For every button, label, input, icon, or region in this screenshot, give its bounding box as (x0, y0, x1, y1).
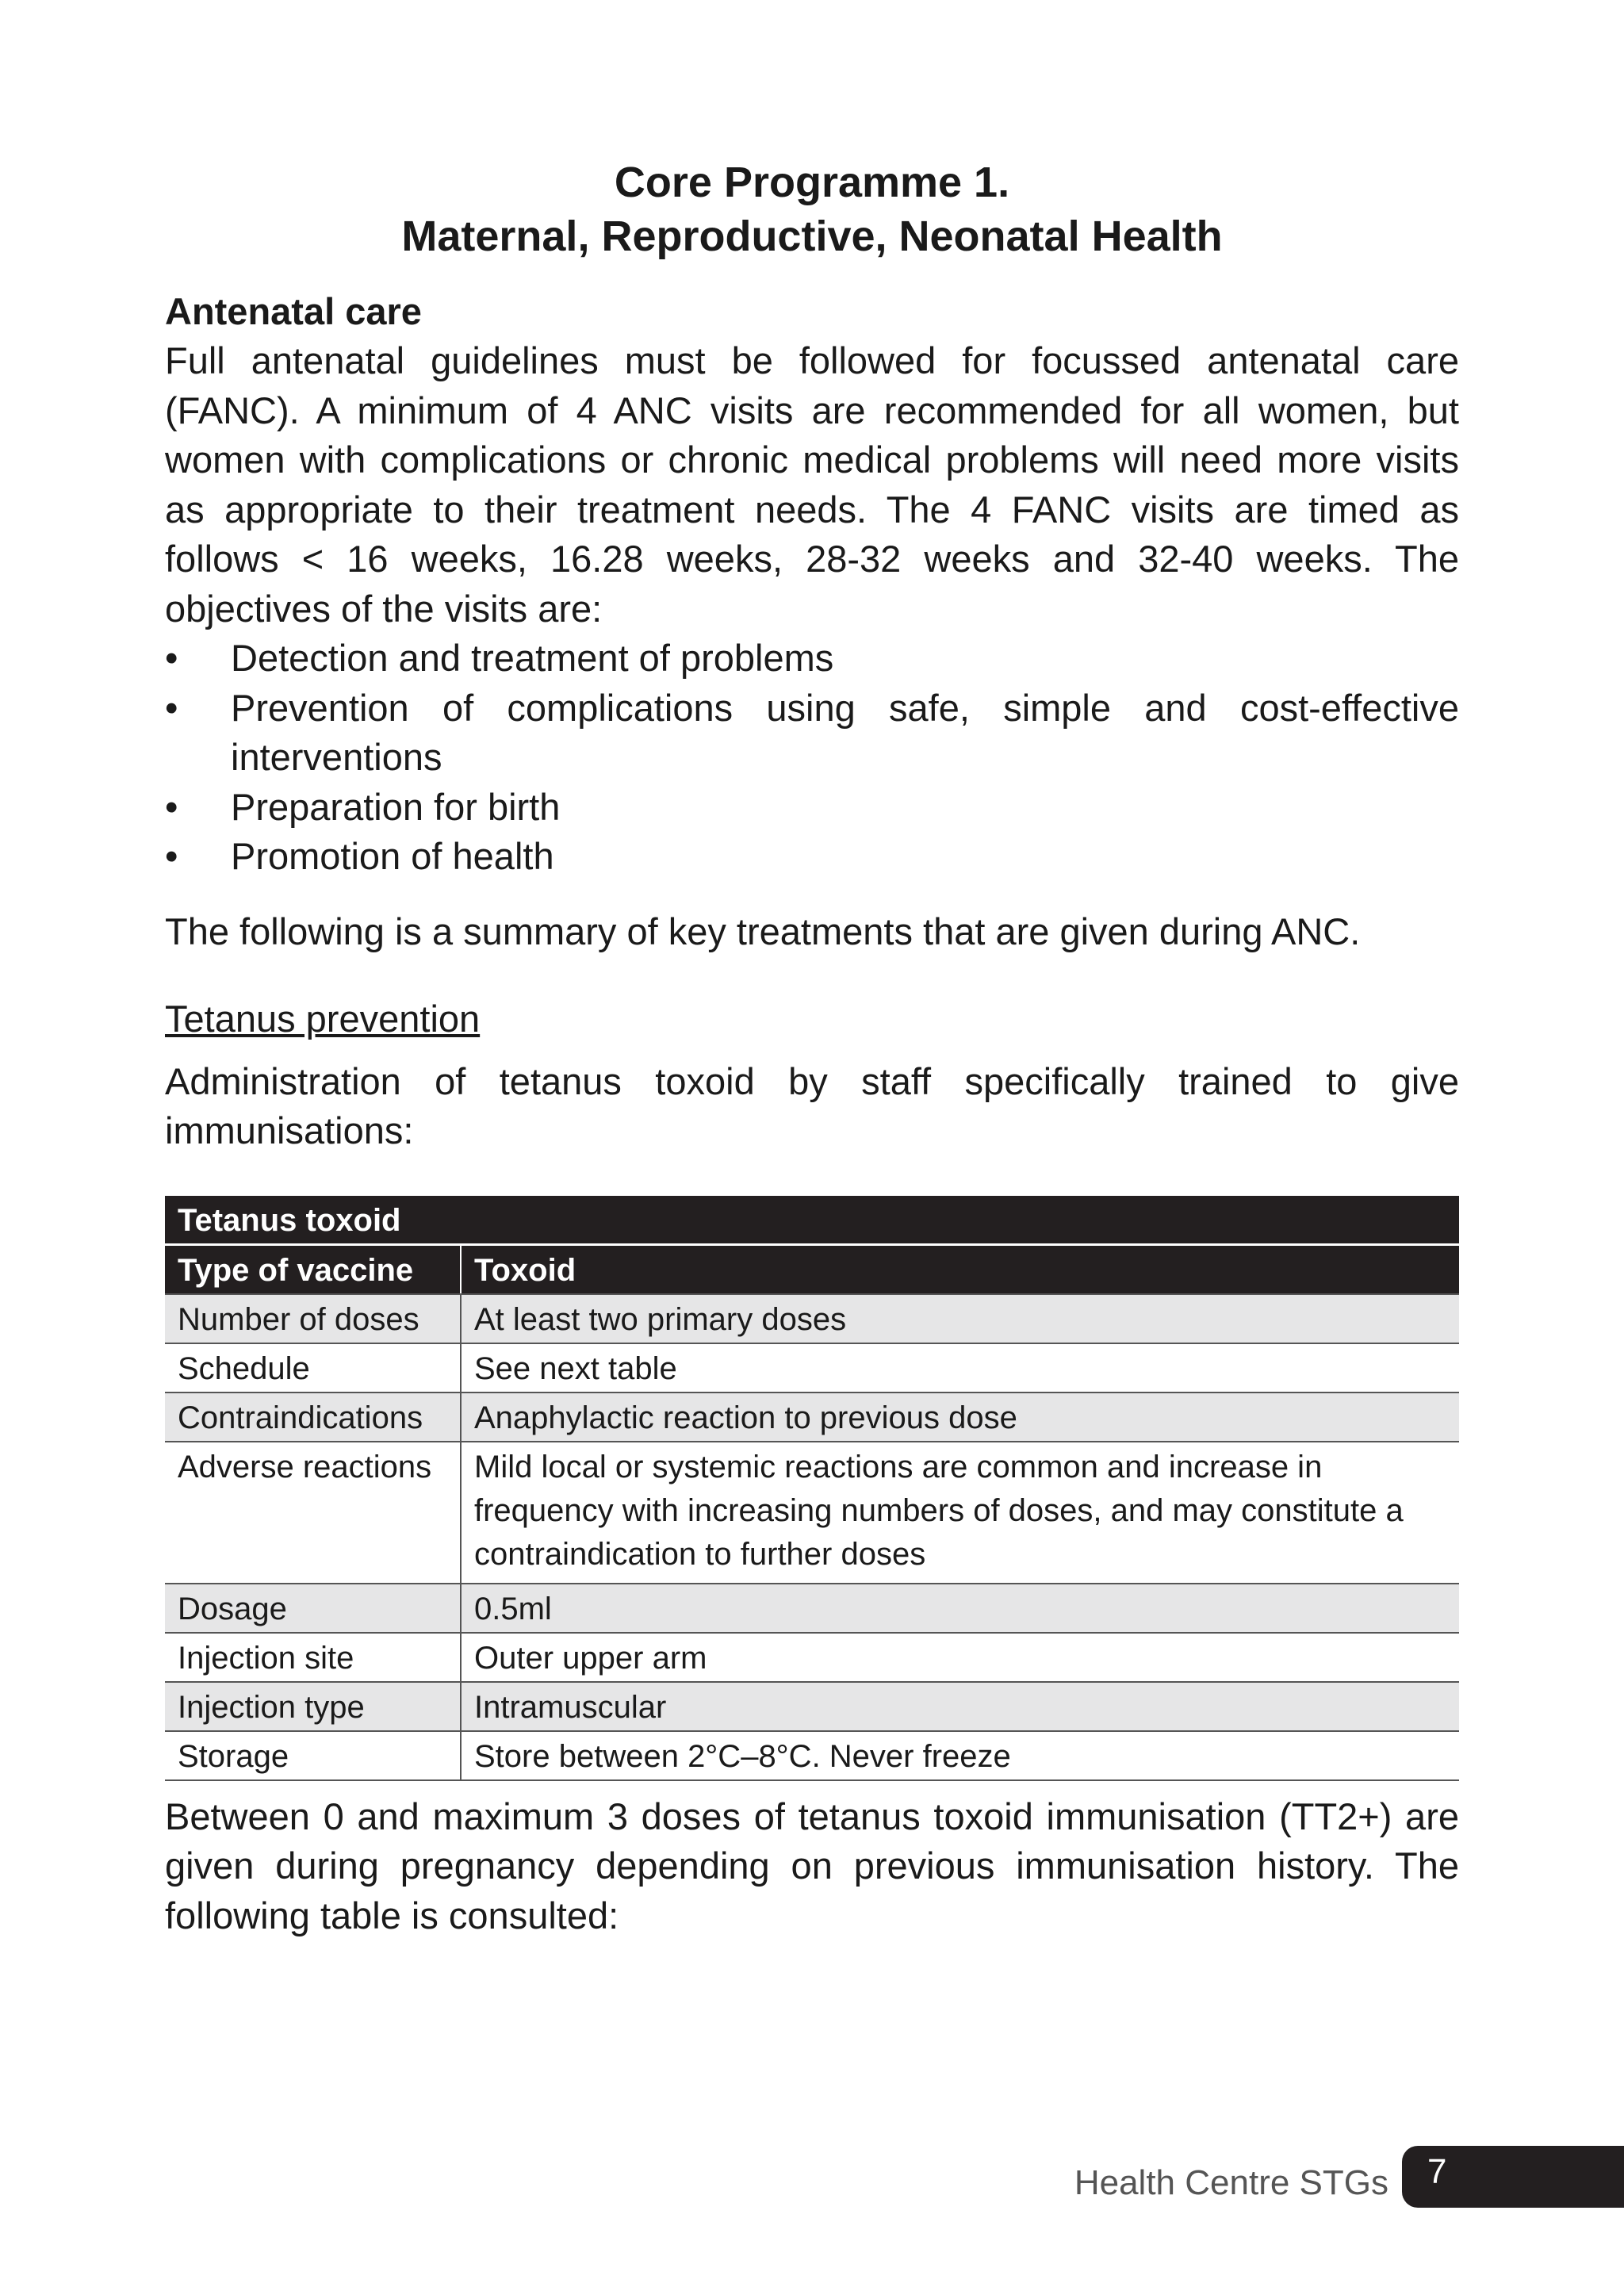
row-label: Injection type (165, 1682, 461, 1731)
table-row (165, 1584, 1459, 1633)
table-header-cell: Type of vaccine (165, 1244, 461, 1294)
bullet-icon: • (165, 637, 178, 679)
footer-label: Health Centre STGs (1074, 2163, 1388, 2202)
row-value: See next table (461, 1343, 1459, 1393)
table-row (165, 1343, 1459, 1393)
objective-text: Detection and treatment of problems (231, 637, 834, 679)
table-title-row (165, 1196, 1459, 1245)
objectives-list (165, 634, 1459, 882)
page-title (0, 155, 1624, 263)
objective-text: Preparation for birth (231, 785, 561, 828)
page-title-line2: Maternal, Reproductive, Neonatal Health (401, 213, 1223, 260)
table-row (165, 1731, 1459, 1780)
page-number: 7 (1427, 2152, 1447, 2191)
list-item (165, 783, 1459, 833)
table-row (165, 1294, 1459, 1343)
antenatal-heading: Antenatal care (165, 290, 422, 332)
list-item (165, 684, 1459, 783)
table-header-cell: Toxoid (461, 1244, 1459, 1294)
table-row (165, 1442, 1459, 1584)
table-title: Tetanus toxoid (165, 1196, 1459, 1245)
after-table-text: Between 0 and maximum 3 doses of tetanus toxoid immunisation (TT2+) are given during pregnancy depending on previous immunisation history. The following table is consulted: (165, 1795, 1459, 1936)
page-title-line1: Core Programme 1. (614, 159, 1010, 206)
row-value: Store between 2°C–8°C. Never freeze (461, 1731, 1459, 1780)
main-content (165, 287, 1459, 1940)
row-value: Intramuscular (461, 1682, 1459, 1731)
row-label: Injection site (165, 1633, 461, 1682)
list-item (165, 832, 1459, 882)
tetanus-subheading: Tetanus prevention (165, 998, 481, 1040)
bullet-icon: • (165, 785, 178, 828)
objective-text: Promotion of health (231, 835, 554, 877)
bullet-icon: • (165, 686, 178, 729)
row-label: Schedule (165, 1343, 461, 1393)
tetanus-intro: Administration of tetanus toxoid by staff specifically trained to give immunisations: (165, 1059, 1459, 1151)
antenatal-intro: Full antenatal guidelines must be followed for focussed antenatal care (FANC). A minimum of 4 ANC visits are recommended for all women, but women with complications or chronic medical problems will need more visits as appropriate to their treatment needs. The 4 FANC visits are timed as follows < 16 weeks, 16.28 weeks, 28-32 weeks and 32-40 weeks. The objectives of the visits are: (165, 339, 1459, 630)
objective-text: Prevention of complications using safe, simple and cost-effective interventions (231, 686, 1459, 778)
row-label: Dosage (165, 1584, 461, 1633)
row-value: 0.5ml (461, 1584, 1459, 1633)
table-header-row (165, 1244, 1459, 1294)
row-label: Storage (165, 1731, 461, 1780)
row-value: Anaphylactic reaction to previous dose (461, 1393, 1459, 1442)
table-row (165, 1633, 1459, 1682)
table-row (165, 1682, 1459, 1731)
row-label: Number of doses (165, 1294, 461, 1343)
bullet-icon: • (165, 835, 178, 877)
row-value: At least two primary doses (461, 1294, 1459, 1343)
list-item (165, 634, 1459, 684)
tetanus-toxoid-table (165, 1196, 1459, 1781)
row-value: Outer upper arm (461, 1633, 1459, 1682)
row-label: Adverse reactions (165, 1442, 461, 1584)
table-row (165, 1393, 1459, 1442)
row-label: Contraindications (165, 1393, 461, 1442)
row-value: Mild local or systemic reactions are common and increase in frequency with increasing numbers of doses, and may constitute a contraindication to further doses (461, 1442, 1459, 1584)
antenatal-summary: The following is a summary of key treatments that are given during ANC. (165, 910, 1361, 952)
